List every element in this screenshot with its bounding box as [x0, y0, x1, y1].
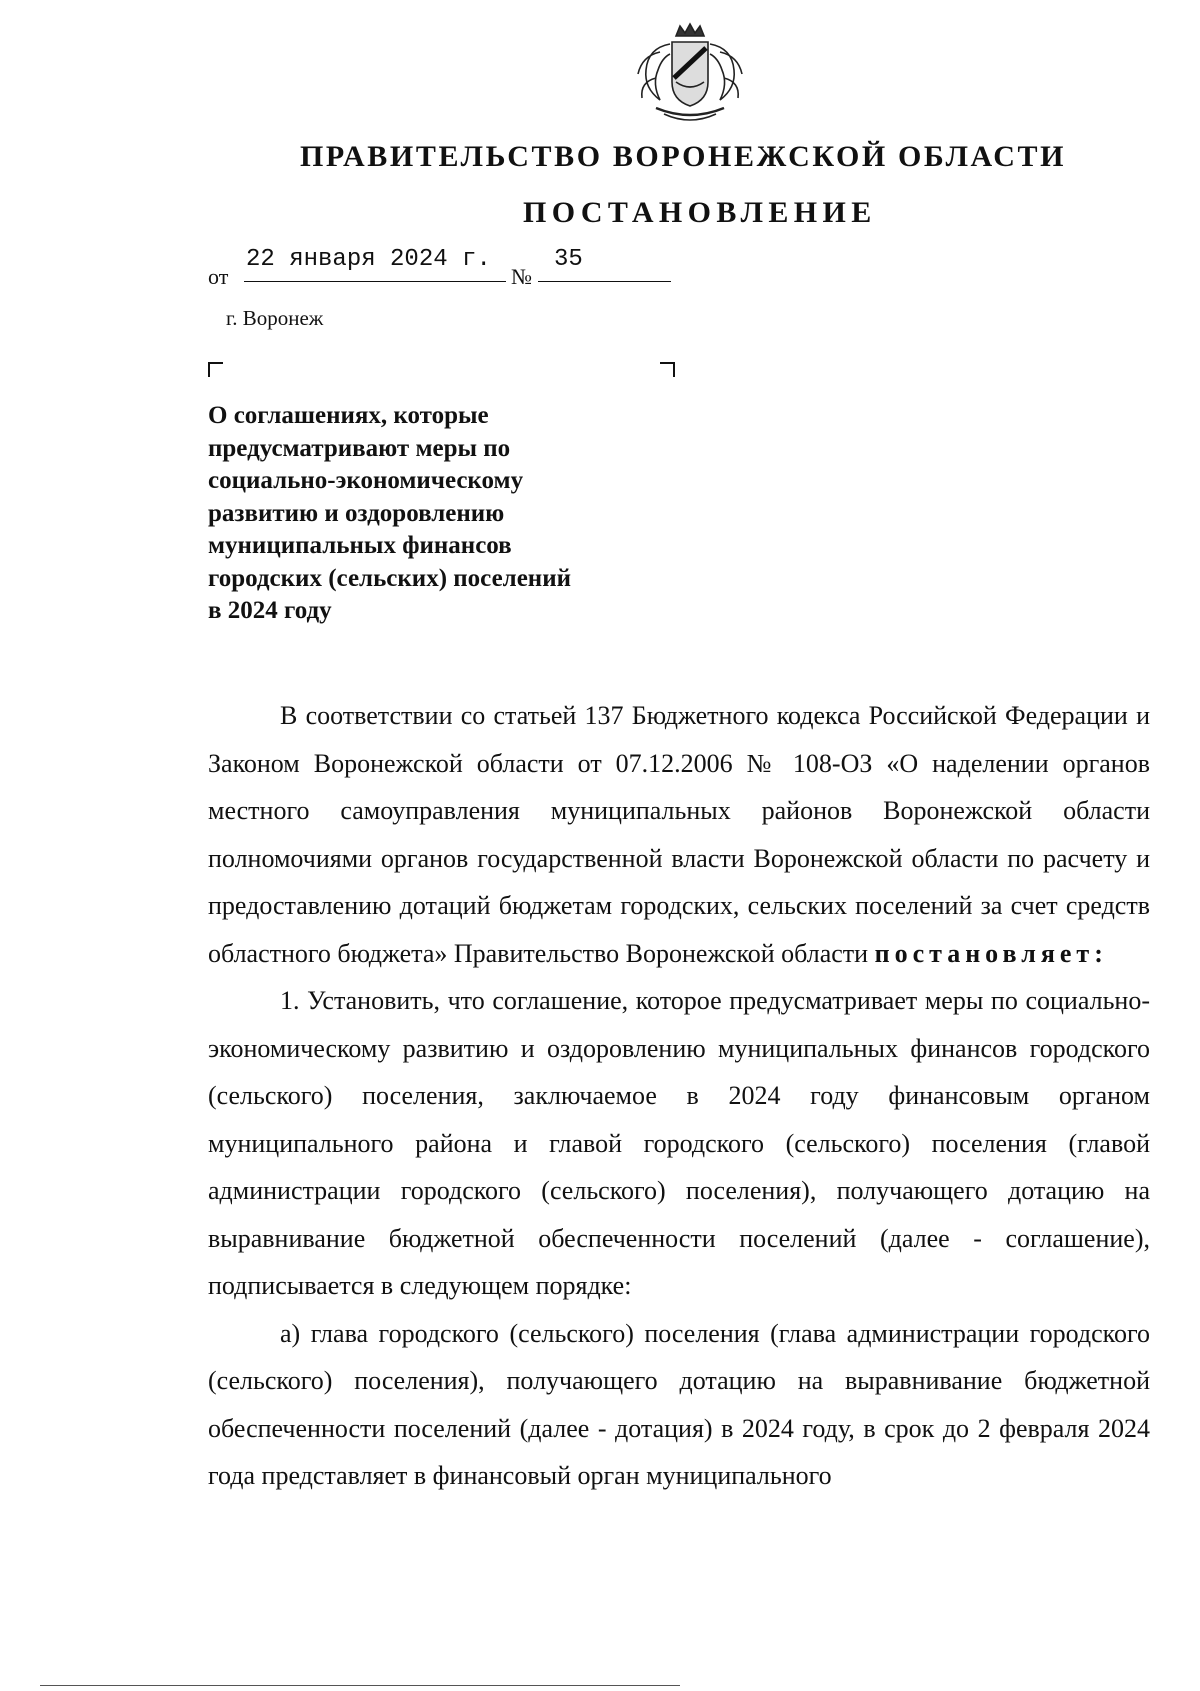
subject-corner-left: [208, 362, 223, 377]
subject-line: городских (сельских) поселений: [208, 564, 572, 592]
city: г. Воронеж: [226, 306, 324, 330]
paragraph-preamble: [208, 692, 1150, 977]
coat-of-arms-icon: [630, 22, 750, 126]
subject-line: социально-экономическому: [208, 467, 524, 494]
document-body: [208, 692, 1150, 1500]
subject-line: предусматривают меры по: [208, 434, 511, 462]
number-underline: [538, 281, 671, 282]
date-underline: [244, 281, 506, 282]
page-bottom-rule: [40, 1685, 680, 1686]
date-number-row: [208, 246, 688, 289]
number-label: №: [511, 264, 532, 289]
document-subject: [208, 400, 678, 628]
document-type: ПОСТАНОВЛЕНИЕ: [523, 196, 877, 229]
subject-line: О соглашениях, которые: [208, 402, 489, 429]
paragraph-1: 1. Установить, что соглашение, которое предусматривает меры по социально-экономическому развитию и оздоровлению муниципальных финансов городского (сельского) поселения, заключаемое в 2024 году финансовым органом муниципального района и главой городского (сельского) поселения (главой администрации городского (сельского) поселения), получающего дотацию на выравнивание бюджетной обеспеченности поселений (далее - соглашение), подписывается в следующем порядке:: [208, 986, 1150, 1300]
document-date: 22 января 2024 г.: [246, 246, 491, 273]
subject-line: муниципальных финансов: [208, 532, 512, 559]
document-number: 35: [554, 246, 583, 273]
subject-line: развитию и оздоровлению: [208, 499, 505, 527]
decree-word: постановляет:: [874, 938, 1108, 968]
date-label: от: [208, 264, 229, 289]
subject-line: в 2024 году: [208, 597, 332, 624]
subject-corner-right: [660, 362, 675, 377]
paragraph-1a: а) глава городского (сельского) поселения (глава администрации городского (сельского) поселения), получающего дотацию на выравнивание бюджетной обеспеченности поселений (далее - дотация) в 2024 году, в срок до 2 февраля 2024 года представляет в финансовый орган муниципального: [208, 1318, 1150, 1490]
government-name: ПРАВИТЕЛЬСТВО ВОРОНЕЖСКОЙ ОБЛАСТИ: [300, 140, 1067, 173]
preamble-text: В соответствии со статьей 137 Бюджетного кодекса Российской Федерации и Законом Воронежской области от 07.12.2006 № 108-ОЗ «О наделении органов местного самоуправления муниципальных районов Воронежской области полномочиями органов государственной власти Воронежской области по расчету и предоставлению дотаций бюджетам городских, сельских поселений за счет средств областного бюджета» Правительство Воронежской области: [208, 701, 1150, 968]
